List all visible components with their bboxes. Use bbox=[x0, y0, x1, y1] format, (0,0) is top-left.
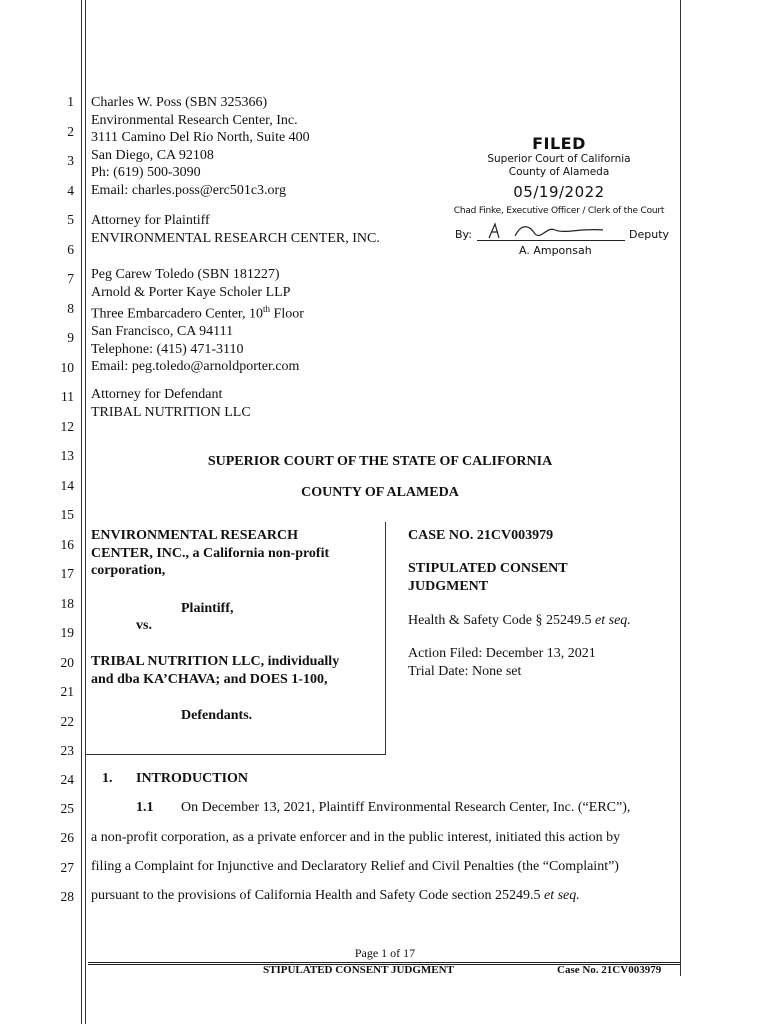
signature-icon bbox=[485, 220, 625, 242]
line-number: 21 bbox=[60, 684, 74, 699]
line-number: 15 bbox=[60, 507, 74, 522]
line-number: 1 bbox=[67, 94, 74, 109]
line-number: 19 bbox=[60, 625, 74, 640]
line-number: 27 bbox=[60, 860, 74, 875]
paragraph-line: a non-profit corporation, as a private enforcer and in the public interest, initiated this action by bbox=[91, 830, 621, 845]
document-title bbox=[408, 560, 568, 595]
footer-case-number: Case No. 21CV003979 bbox=[557, 964, 662, 976]
line-number: 6 bbox=[67, 242, 74, 257]
footer-rule bbox=[88, 962, 680, 963]
counsel-address: 3111 Camino Del Rio North, Suite 400 bbox=[91, 130, 310, 145]
line-number: 22 bbox=[60, 714, 74, 729]
stamp-county: County of Alameda bbox=[508, 166, 610, 178]
caption-defendant-line: and dba KA’CHAVA; and DOES 1-100, bbox=[91, 671, 328, 687]
document-title-line: STIPULATED CONSENT bbox=[408, 561, 568, 576]
action-filed: Action Filed: December 13, 2021 bbox=[408, 646, 596, 661]
counsel-phone: Telephone: (415) 471-3110 bbox=[91, 341, 244, 357]
trial-date: Trial Date: None set bbox=[408, 663, 522, 679]
stamp-deputy-name: A. Amponsah bbox=[519, 244, 592, 257]
code-reference: Health & Safety Code § 25249.5 et seq. bbox=[408, 613, 631, 628]
defendant-counsel-block bbox=[91, 266, 304, 376]
counsel-name: Charles W. Poss (SBN 325366) bbox=[91, 95, 268, 110]
section-title: INTRODUCTION bbox=[136, 771, 249, 786]
line-number: 3 bbox=[67, 153, 74, 168]
stamp-court: Superior Court of California bbox=[487, 153, 631, 165]
caption-defendant bbox=[91, 653, 339, 688]
caption-vs: vs. bbox=[136, 618, 152, 633]
caption-divider bbox=[385, 522, 386, 754]
caption-plaintiff-line: ENVIRONMENTAL RESEARCH bbox=[91, 528, 299, 543]
document-title-line: JUDGMENT bbox=[408, 578, 489, 594]
line-number: 18 bbox=[60, 596, 74, 611]
line-number: 5 bbox=[67, 212, 74, 227]
stamp-deputy: Deputy bbox=[629, 228, 670, 241]
caption-bottom-rule bbox=[86, 754, 386, 755]
stamp-date: 05/19/2022 bbox=[513, 183, 605, 201]
line-number: 14 bbox=[60, 478, 74, 493]
line-number: 16 bbox=[60, 537, 74, 552]
counsel-email: Email: charles.poss@erc501c3.org bbox=[91, 182, 286, 198]
line-number: 12 bbox=[60, 419, 74, 434]
counsel-city: San Diego, CA 92108 bbox=[91, 147, 214, 163]
paragraph-number: 1.1 bbox=[136, 800, 154, 815]
line-number: 10 bbox=[60, 360, 74, 375]
case-dates bbox=[408, 645, 596, 680]
paragraph-line: filing a Complaint for Injunctive and Declaratory Relief and Civil Penalties (the “Complaint”) bbox=[91, 859, 619, 874]
line-number: 20 bbox=[60, 655, 74, 670]
attorney-for-party: ENVIRONMENTAL RESEARCH CENTER, INC. bbox=[91, 230, 380, 246]
footer-title: STIPULATED CONSENT JUDGMENT bbox=[263, 964, 454, 976]
filed-stamp bbox=[440, 134, 678, 216]
signature-line bbox=[477, 240, 625, 241]
plaintiff-attorney-for bbox=[91, 212, 380, 247]
line-number: 11 bbox=[61, 389, 74, 404]
stamp-by: By: bbox=[455, 228, 472, 241]
court-title: SUPERIOR COURT OF THE STATE OF CALIFORNIA bbox=[207, 454, 553, 469]
left-margin-rule-inner bbox=[85, 0, 86, 1024]
counsel-email: Email: peg.toledo@arnoldporter.com bbox=[91, 359, 300, 375]
line-number: 17 bbox=[60, 566, 74, 581]
line-number: 4 bbox=[67, 183, 74, 198]
caption-defendant-line: TRIBAL NUTRITION LLC, individually bbox=[91, 654, 340, 669]
left-margin-rule bbox=[81, 0, 82, 1024]
counsel-firm: Arnold & Porter Kaye Scholer LLP bbox=[91, 284, 291, 300]
caption-plaintiff bbox=[91, 527, 329, 580]
line-number: 2 bbox=[67, 124, 74, 139]
counsel-address: Three Embarcadero Center, 10th Floor bbox=[91, 304, 304, 322]
counsel-name: Peg Carew Toledo (SBN 181227) bbox=[91, 267, 280, 282]
line-number: 23 bbox=[60, 743, 74, 758]
line-number: 28 bbox=[60, 889, 74, 904]
plaintiff-counsel-block bbox=[91, 94, 310, 199]
stamp-signature-row bbox=[455, 226, 669, 242]
attorney-for-party: TRIBAL NUTRITION LLC bbox=[91, 404, 251, 420]
case-number: CASE NO. 21CV003979 bbox=[408, 528, 554, 543]
section-number: 1. bbox=[102, 771, 113, 786]
line-number: 13 bbox=[60, 448, 74, 463]
page-number: Page 1 of 17 bbox=[354, 946, 416, 960]
caption-defendant-label: Defendants. bbox=[181, 708, 253, 723]
stamp-clerk: Chad Finke, Executive Officer / Clerk of the Court bbox=[453, 206, 665, 216]
attorney-for-label: Attorney for Defendant bbox=[91, 387, 223, 402]
court-county: COUNTY OF ALAMEDA bbox=[301, 485, 459, 500]
stamp-filed: FILED bbox=[532, 134, 586, 153]
attorney-for-label: Attorney for Plaintiff bbox=[91, 213, 210, 228]
counsel-phone: Ph: (619) 500-3090 bbox=[91, 165, 201, 180]
caption-plaintiff-line: CENTER, INC., a California non-profit bbox=[91, 545, 330, 561]
caption-plaintiff-label: Plaintiff, bbox=[181, 601, 234, 616]
caption-plaintiff-line: corporation, bbox=[91, 563, 166, 578]
line-number: 8 bbox=[67, 301, 74, 316]
paragraph-line: On December 13, 2021, Plaintiff Environmental Research Center, Inc. (“ERC”), bbox=[181, 800, 631, 815]
counsel-city: San Francisco, CA 94111 bbox=[91, 324, 234, 340]
line-number: 26 bbox=[60, 830, 74, 845]
line-number: 24 bbox=[60, 772, 74, 787]
line-number: 9 bbox=[67, 330, 74, 345]
defendant-attorney-for bbox=[91, 386, 251, 421]
line-number: 25 bbox=[60, 801, 74, 816]
counsel-org: Environmental Research Center, Inc. bbox=[91, 112, 298, 128]
line-number: 7 bbox=[67, 271, 74, 286]
paragraph-line: pursuant to the provisions of California Health and Safety Code section 25249.5 et seq. bbox=[91, 888, 580, 903]
